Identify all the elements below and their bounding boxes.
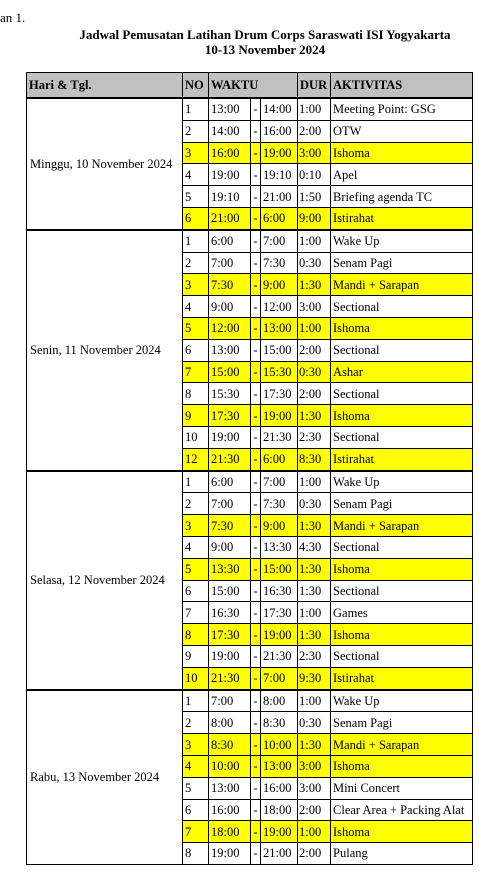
- time-start: 21:00: [209, 207, 251, 229]
- time-end: 13:00: [261, 755, 298, 777]
- time-end: 7:00: [261, 471, 298, 493]
- activity: Sectional: [331, 426, 473, 448]
- header-day: Hari & Tgl.: [27, 73, 183, 99]
- activity: Meeting Point: GSG: [331, 98, 473, 120]
- duration: 1:00: [298, 230, 331, 252]
- time-separator: -: [251, 164, 261, 186]
- row-no: 5: [183, 317, 209, 339]
- time-end: 13:00: [261, 317, 298, 339]
- activity: Istirahat: [331, 448, 473, 470]
- activity: Briefing agenda TC: [331, 186, 473, 208]
- activity: Mandi + Sarapan: [331, 515, 473, 537]
- row-no: 3: [183, 515, 209, 537]
- time-end: 16:30: [261, 580, 298, 602]
- row-no: 8: [183, 843, 209, 865]
- duration: 3:00: [298, 755, 331, 777]
- time-separator: -: [251, 580, 261, 602]
- time-end: 8:00: [261, 690, 298, 712]
- activity: OTW: [331, 120, 473, 142]
- time-separator: -: [251, 230, 261, 252]
- row-no: 6: [183, 799, 209, 821]
- row-no: 9: [183, 645, 209, 667]
- time-start: 9:00: [209, 536, 251, 558]
- time-end: 9:00: [261, 274, 298, 296]
- time-separator: -: [251, 471, 261, 493]
- time-start: 12:00: [209, 317, 251, 339]
- time-start: 19:10: [209, 186, 251, 208]
- row-no: 10: [183, 667, 209, 689]
- row-no: 3: [183, 734, 209, 756]
- activity: Apel: [331, 164, 473, 186]
- duration: 1:30: [298, 558, 331, 580]
- time-start: 15:00: [209, 580, 251, 602]
- row-no: 1: [183, 98, 209, 120]
- activity: Sectional: [331, 536, 473, 558]
- time-end: 7:00: [261, 667, 298, 689]
- time-end: 14:00: [261, 98, 298, 120]
- table-header-row: [27, 73, 473, 99]
- header-waktu: WAKTU: [209, 73, 298, 99]
- time-end: 16:00: [261, 120, 298, 142]
- row-no: 2: [183, 120, 209, 142]
- time-end: 15:00: [261, 339, 298, 361]
- time-separator: -: [251, 843, 261, 865]
- activity: Wake Up: [331, 230, 473, 252]
- duration: 4:30: [298, 536, 331, 558]
- activity: Mandi + Sarapan: [331, 274, 473, 296]
- time-separator: -: [251, 405, 261, 427]
- time-end: 17:30: [261, 602, 298, 624]
- time-separator: -: [251, 317, 261, 339]
- time-end: 16:00: [261, 777, 298, 799]
- time-end: 7:30: [261, 493, 298, 515]
- time-start: 21:30: [209, 667, 251, 689]
- row-no: 8: [183, 624, 209, 646]
- time-separator: -: [251, 712, 261, 734]
- time-start: 6:00: [209, 230, 251, 252]
- time-separator: -: [251, 558, 261, 580]
- activity: Ishoma: [331, 142, 473, 164]
- duration: 1:30: [298, 624, 331, 646]
- duration: 0:30: [298, 493, 331, 515]
- time-start: 13:30: [209, 558, 251, 580]
- duration: 2:00: [298, 843, 331, 865]
- time-separator: -: [251, 821, 261, 843]
- activity: Ishoma: [331, 558, 473, 580]
- activity: Ishoma: [331, 405, 473, 427]
- duration: 3:00: [298, 777, 331, 799]
- duration: 2:00: [298, 120, 331, 142]
- activity: Sectional: [331, 580, 473, 602]
- duration: 1:30: [298, 515, 331, 537]
- time-separator: -: [251, 624, 261, 646]
- time-start: 9:00: [209, 296, 251, 318]
- activity: Clear Area + Packing Alat: [331, 799, 473, 821]
- time-start: 18:00: [209, 821, 251, 843]
- time-separator: -: [251, 799, 261, 821]
- time-separator: -: [251, 383, 261, 405]
- time-start: 14:00: [209, 120, 251, 142]
- time-end: 21:00: [261, 843, 298, 865]
- activity: Sectional: [331, 296, 473, 318]
- duration: 0:30: [298, 361, 331, 383]
- table-row: [27, 471, 473, 493]
- time-end: 8:30: [261, 712, 298, 734]
- duration: 0:30: [298, 252, 331, 274]
- row-no: 10: [183, 426, 209, 448]
- time-start: 6:00: [209, 471, 251, 493]
- document-title: Jadwal Pemusatan Latihan Drum Corps Saraswati ISI Yogyakarta: [79, 27, 451, 42]
- time-end: 19:00: [261, 624, 298, 646]
- row-no: 6: [183, 207, 209, 229]
- row-no: 5: [183, 558, 209, 580]
- row-no: 4: [183, 164, 209, 186]
- activity: Istirahat: [331, 667, 473, 689]
- time-separator: -: [251, 207, 261, 229]
- time-separator: -: [251, 186, 261, 208]
- header-dur: DUR: [298, 73, 331, 99]
- row-no: 8: [183, 383, 209, 405]
- duration: 9:00: [298, 207, 331, 229]
- day-label: Selasa, 12 November 2024: [27, 471, 183, 690]
- time-separator: -: [251, 493, 261, 515]
- time-start: 19:00: [209, 164, 251, 186]
- day-label: Rabu, 13 November 2024: [27, 690, 183, 865]
- page-label: an 1.: [0, 10, 26, 25]
- row-no: 9: [183, 405, 209, 427]
- time-end: 15:30: [261, 361, 298, 383]
- time-start: 13:00: [209, 339, 251, 361]
- time-end: 7:00: [261, 230, 298, 252]
- time-start: 17:30: [209, 405, 251, 427]
- activity: Ishoma: [331, 821, 473, 843]
- time-separator: -: [251, 734, 261, 756]
- activity: Senam Pagi: [331, 252, 473, 274]
- row-no: 2: [183, 712, 209, 734]
- duration: 9:30: [298, 667, 331, 689]
- activity: Wake Up: [331, 690, 473, 712]
- time-separator: -: [251, 645, 261, 667]
- time-separator: -: [251, 448, 261, 470]
- time-start: 15:00: [209, 361, 251, 383]
- table-row: [27, 98, 473, 120]
- duration: 0:30: [298, 712, 331, 734]
- time-end: 21:30: [261, 645, 298, 667]
- duration: 1:00: [298, 317, 331, 339]
- activity: Senam Pagi: [331, 712, 473, 734]
- time-separator: -: [251, 690, 261, 712]
- time-end: 7:30: [261, 252, 298, 274]
- time-end: 19:00: [261, 821, 298, 843]
- row-no: 1: [183, 690, 209, 712]
- document-subtitle: 10-13 November 2024: [204, 42, 326, 57]
- activity: Wake Up: [331, 471, 473, 493]
- activity: Games: [331, 602, 473, 624]
- day-group: [27, 98, 473, 230]
- activity: Sectional: [331, 383, 473, 405]
- table-row: [27, 230, 473, 252]
- row-no: 12: [183, 448, 209, 470]
- duration: 1:00: [298, 690, 331, 712]
- time-end: 15:00: [261, 558, 298, 580]
- activity: Sectional: [331, 645, 473, 667]
- time-start: 15:30: [209, 383, 251, 405]
- time-separator: -: [251, 536, 261, 558]
- activity: Sectional: [331, 339, 473, 361]
- schedule-table: [26, 72, 473, 865]
- activity: Ishoma: [331, 755, 473, 777]
- header-aktivitas: AKTIVITAS: [331, 73, 473, 99]
- row-no: 6: [183, 580, 209, 602]
- time-end: 12:00: [261, 296, 298, 318]
- row-no: 4: [183, 536, 209, 558]
- activity: Pulang: [331, 843, 473, 865]
- activity: Mandi + Sarapan: [331, 734, 473, 756]
- day-group: [27, 471, 473, 690]
- duration: 1:00: [298, 98, 331, 120]
- duration: 1:00: [298, 821, 331, 843]
- time-end: 21:30: [261, 426, 298, 448]
- duration: 1:50: [298, 186, 331, 208]
- time-end: 6:00: [261, 207, 298, 229]
- row-no: 1: [183, 471, 209, 493]
- time-start: 19:00: [209, 426, 251, 448]
- duration: 2:30: [298, 645, 331, 667]
- time-end: 10:00: [261, 734, 298, 756]
- time-separator: -: [251, 296, 261, 318]
- row-no: 5: [183, 777, 209, 799]
- duration: 8:30: [298, 448, 331, 470]
- row-no: 7: [183, 602, 209, 624]
- time-start: 16:00: [209, 142, 251, 164]
- row-no: 2: [183, 252, 209, 274]
- duration: 1:00: [298, 471, 331, 493]
- time-start: 21:30: [209, 448, 251, 470]
- row-no: 7: [183, 821, 209, 843]
- time-separator: -: [251, 515, 261, 537]
- time-start: 17:30: [209, 624, 251, 646]
- time-start: 7:30: [209, 515, 251, 537]
- row-no: 4: [183, 755, 209, 777]
- day-group: [27, 230, 473, 471]
- duration: 0:10: [298, 164, 331, 186]
- time-separator: -: [251, 777, 261, 799]
- row-no: 5: [183, 186, 209, 208]
- time-separator: -: [251, 339, 261, 361]
- time-end: 19:00: [261, 405, 298, 427]
- time-start: 13:00: [209, 98, 251, 120]
- row-no: 6: [183, 339, 209, 361]
- time-start: 13:00: [209, 777, 251, 799]
- day-label: Minggu, 10 November 2024: [27, 98, 183, 230]
- time-start: 7:00: [209, 690, 251, 712]
- time-start: 10:00: [209, 755, 251, 777]
- row-no: 1: [183, 230, 209, 252]
- time-separator: -: [251, 667, 261, 689]
- time-end: 13:30: [261, 536, 298, 558]
- time-separator: -: [251, 361, 261, 383]
- time-start: 8:00: [209, 712, 251, 734]
- duration: 1:30: [298, 274, 331, 296]
- time-start: 7:00: [209, 252, 251, 274]
- duration: 3:00: [298, 296, 331, 318]
- time-start: 16:30: [209, 602, 251, 624]
- activity: Ishoma: [331, 317, 473, 339]
- activity: Ishoma: [331, 624, 473, 646]
- duration: 1:30: [298, 580, 331, 602]
- row-no: 3: [183, 142, 209, 164]
- time-separator: -: [251, 142, 261, 164]
- duration: 3:00: [298, 142, 331, 164]
- duration: 1:30: [298, 405, 331, 427]
- time-separator: -: [251, 274, 261, 296]
- time-start: 19:00: [209, 843, 251, 865]
- table-row: [27, 690, 473, 712]
- duration: 2:30: [298, 426, 331, 448]
- time-start: 19:00: [209, 645, 251, 667]
- row-no: 3: [183, 274, 209, 296]
- time-end: 19:00: [261, 142, 298, 164]
- time-separator: -: [251, 252, 261, 274]
- time-end: 18:00: [261, 799, 298, 821]
- duration: 2:00: [298, 799, 331, 821]
- time-end: 21:00: [261, 186, 298, 208]
- row-no: 2: [183, 493, 209, 515]
- time-end: 17:30: [261, 383, 298, 405]
- time-start: 16:00: [209, 799, 251, 821]
- duration: 1:30: [298, 734, 331, 756]
- time-separator: -: [251, 120, 261, 142]
- time-end: 9:00: [261, 515, 298, 537]
- activity: Ashar: [331, 361, 473, 383]
- day-label: Senin, 11 November 2024: [27, 230, 183, 471]
- row-no: 7: [183, 361, 209, 383]
- duration: 1:00: [298, 602, 331, 624]
- time-separator: -: [251, 98, 261, 120]
- time-end: 6:00: [261, 448, 298, 470]
- activity: Mini Concert: [331, 777, 473, 799]
- time-separator: -: [251, 602, 261, 624]
- time-start: 8:30: [209, 734, 251, 756]
- time-start: 7:00: [209, 493, 251, 515]
- time-separator: -: [251, 426, 261, 448]
- day-group: [27, 690, 473, 865]
- duration: 2:00: [298, 339, 331, 361]
- duration: 2:00: [298, 383, 331, 405]
- activity: Senam Pagi: [331, 493, 473, 515]
- time-separator: -: [251, 755, 261, 777]
- activity: Istirahat: [331, 207, 473, 229]
- time-end: 19:10: [261, 164, 298, 186]
- row-no: 4: [183, 296, 209, 318]
- header-no: NO: [183, 73, 209, 99]
- time-start: 7:30: [209, 274, 251, 296]
